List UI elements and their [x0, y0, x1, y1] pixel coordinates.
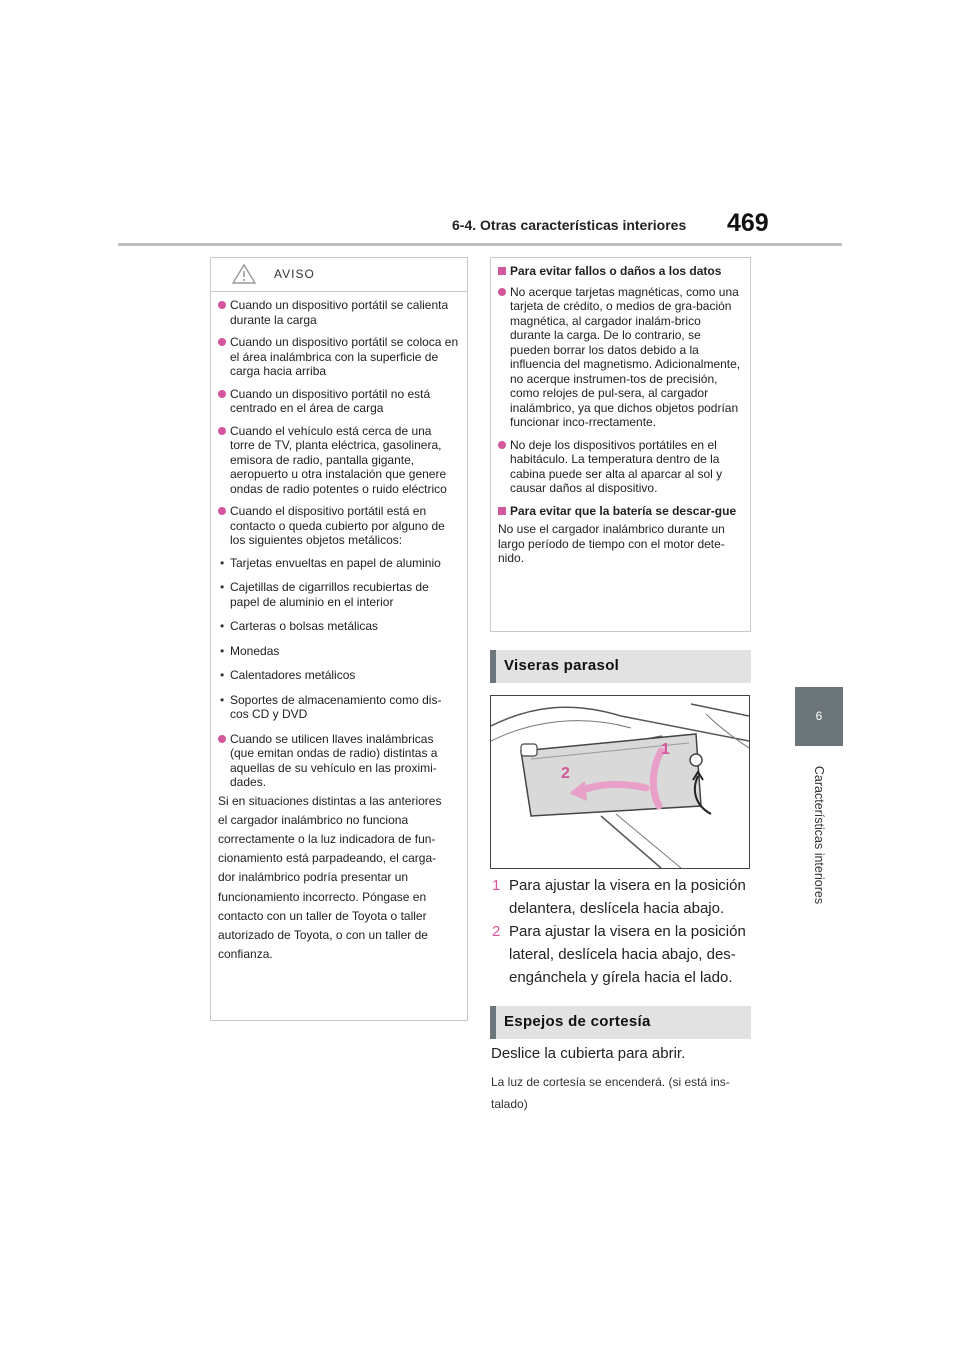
warning-subitem: • Monedas [218, 644, 459, 659]
info-box [490, 257, 751, 632]
mirrors-body: Deslice la cubierta para abrir. [491, 1045, 686, 1062]
mirrors-note-line: talado) [491, 1097, 528, 1111]
sun-visor-drawing [491, 696, 749, 868]
warning-header [211, 258, 467, 292]
section-heading-visors: Viseras parasol [490, 650, 751, 683]
step-line: delantera, deslícela hacia abajo. [509, 900, 725, 917]
chapter-title [795, 760, 843, 910]
info-bullet: No acerque tarjetas magnéticas, como una tarjeta de crédito, o medios de gra-bación magnética, al cargador inalám-brico durante la carga. De lo contrario, se pueden borrar los datos debido a la influencia del magnetismo. Adicionalmente, no acerque instrumen-tos de precisión, como relojes de pul-sera, al cargador inalámbrico, ya que dichos objetos podrían funcionar inco-rrectamente. [498, 285, 742, 430]
warning-closing-line: Si en situaciones distintas a las anteriores [218, 793, 442, 808]
step-number: 1 [492, 877, 501, 894]
section-title: 6-4. Otras características interiores [452, 217, 687, 233]
warning-closing-line: contacto con un taller de Toyota o taller [218, 908, 427, 923]
warning-closing-line: correctamente o la luz indicadora de fun- [218, 831, 436, 846]
warning-bullet: Cuando un dispositivo portátil no está centrado en el área de carga [218, 387, 459, 416]
warning-box [210, 257, 468, 1021]
info-heading: Para evitar que la batería se descar-gue [498, 504, 742, 519]
warning-bullet: Cuando un dispositivo portátil se coloca en el área inalámbrica con la superficie de carga hacia arriba [218, 335, 459, 379]
warning-bullet: Cuando se utilicen llaves inalámbricas (que emitan ondas de radio) distintas a aquellas de su vehículo en las proximi-dades. [218, 732, 459, 790]
warning-subitem: • Carteras o bolsas metálicas [218, 619, 459, 634]
page-number: 469 [727, 209, 769, 237]
warning-closing-line: dor inalámbrico podría presentar un [218, 870, 409, 885]
warning-subitem: • Tarjetas envueltas en papel de aluminio [218, 556, 459, 571]
step-line: lateral, deslícela hacia abajo, des- [509, 946, 736, 963]
step-line: Para ajustar la visera en la posición [509, 923, 746, 940]
step-1 [492, 874, 752, 920]
warning-closing-line: confianza. [218, 947, 273, 962]
section-heading-mirrors: Espejos de cortesía [490, 1006, 751, 1039]
warning-bullet: Cuando un dispositivo portátil se calienta durante la carga [218, 298, 459, 327]
mirrors-note-line: La luz de cortesía se encenderá. (si está ins- [491, 1075, 730, 1089]
warning-title: AVISO [274, 267, 315, 281]
header-rule [118, 243, 842, 246]
warning-body [211, 292, 467, 964]
warning-bullet: Cuando el dispositivo portátil está en contacto o queda cubierto por alguno de los siguientes objetos metálicos: [218, 504, 459, 548]
warning-closing-line: el cargador inalámbrico no funciona [218, 812, 409, 827]
mirrors-note [491, 1071, 753, 1115]
warning-triangle-icon [231, 263, 257, 285]
warning-bullet: Cuando el vehículo está cerca de una torre de TV, planta eléctrica, gasolinera, emisora de radio, pantalla gigante, aeropuerto u otra instalación que genere ondas de radio potentes o ruido eléctrico [218, 424, 459, 497]
chapter-title-text: Características interiores [812, 765, 826, 905]
info-text: No use el cargador inalámbrico durante un largo período de tiempo con el motor dete-nido. [498, 522, 725, 565]
warning-subitem: • Cajetillas de cigarrillos recubiertas de papel de aluminio en el interior [218, 580, 459, 609]
warning-closing-line: autorizado de Toyota, o con un taller de [218, 927, 428, 942]
step-line: engánchela y gírela hacia el lado. [509, 969, 733, 986]
warning-closing-line: funcionamiento incorrecto. Póngase en [218, 889, 427, 904]
sun-visor-illustration [490, 695, 750, 869]
step-2 [492, 920, 752, 989]
chapter-tab: 6 [795, 687, 843, 746]
warning-subitem: • Soportes de almacenamiento como dis-cos CD y DVD [218, 693, 459, 722]
info-heading: Para evitar fallos o daños a los datos [498, 264, 742, 279]
step-line: Para ajustar la visera en la posición [509, 877, 746, 894]
step-number: 2 [492, 923, 501, 940]
warning-subitem: • Calentadores metálicos [218, 668, 459, 683]
callout-2: 2 [561, 765, 570, 782]
callout-1: 1 [661, 741, 670, 758]
warning-closing-line: cionamiento está parpadeando, el carga- [218, 851, 437, 866]
info-bullet: No deje los dispositivos portátiles en el habitáculo. La temperatura dentro de la cabina puede ser alta al aparcar al sol y causar daños al dispositivo. [498, 438, 742, 496]
